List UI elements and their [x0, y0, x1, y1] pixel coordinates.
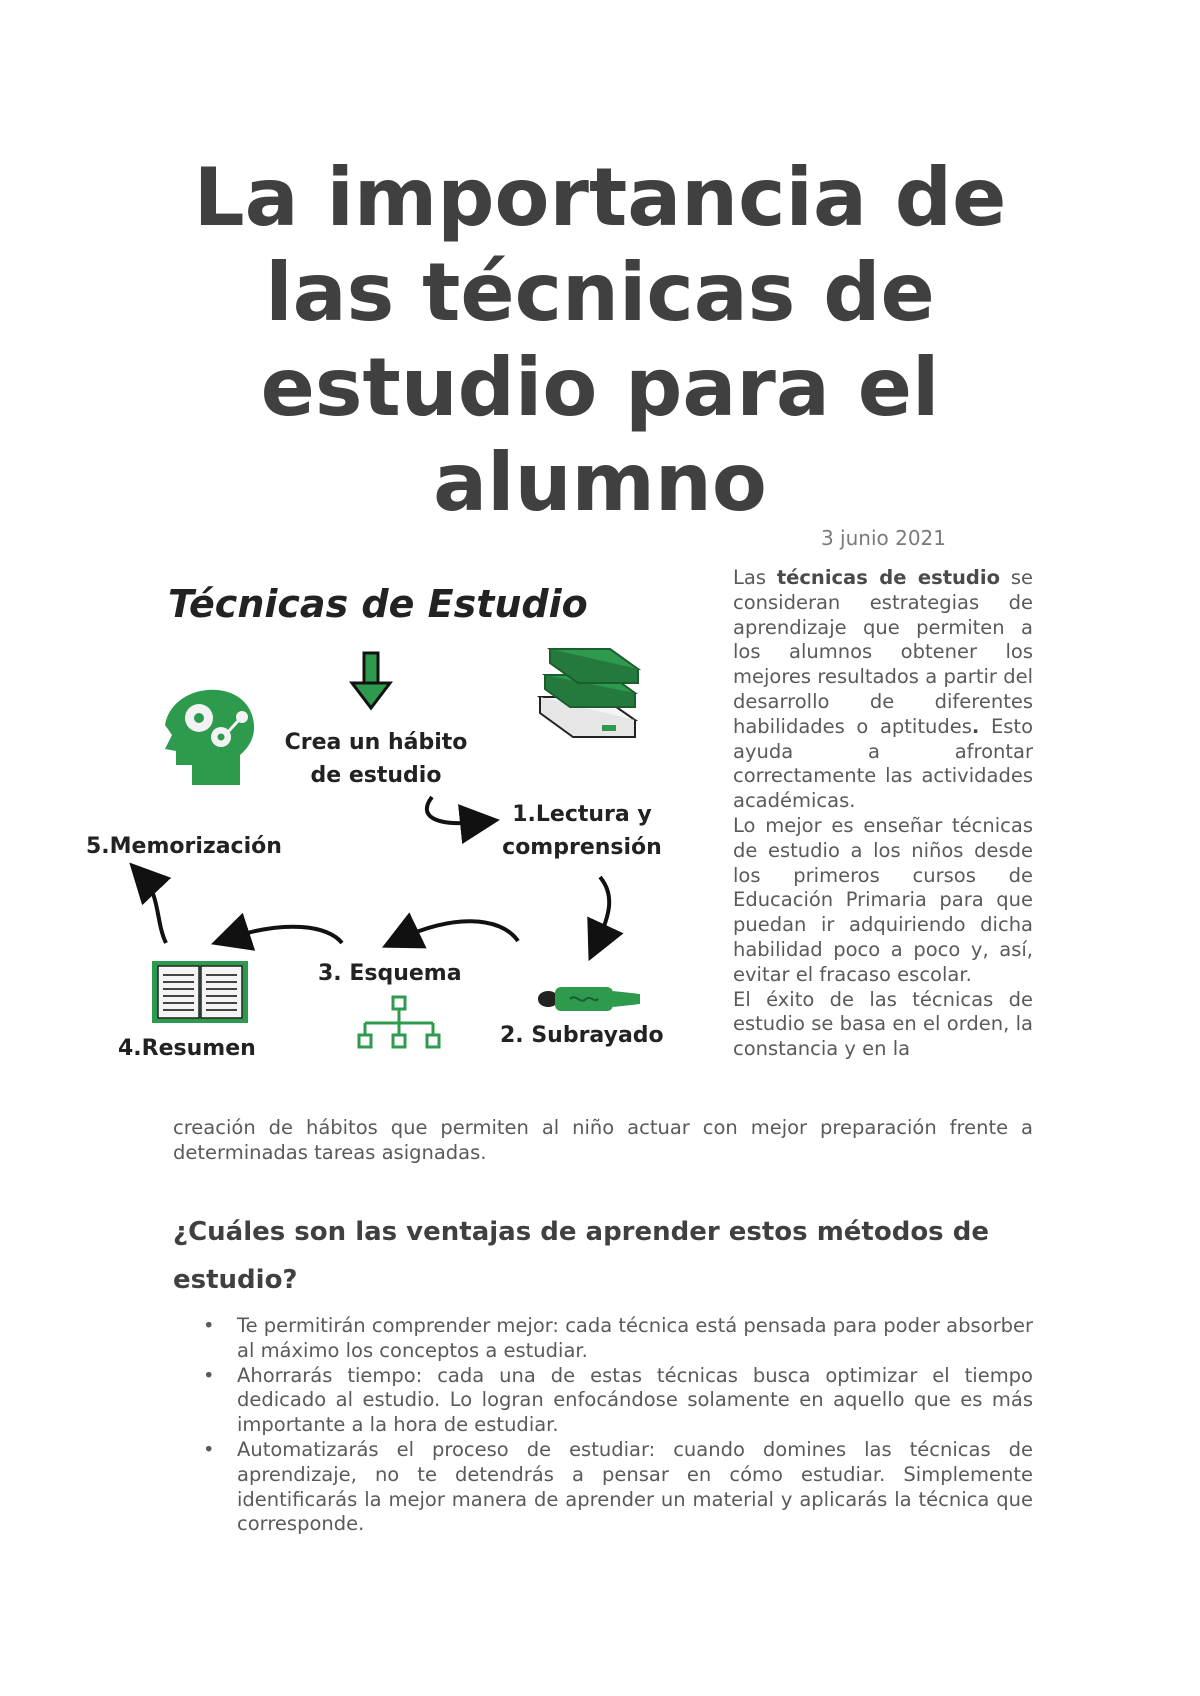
section-heading: ¿Cuáles son las ventajas de aprender estos métodos de estudio? [173, 1217, 989, 1295]
intro-paragraph-2: Lo mejor es enseñar técnicas de estudio a los niños desde los primeros cursos de Educación Primaria para que puedan ir adquiriendo dicha habilidad poco a poco y, así, evitar el fracaso escolar. [733, 813, 1033, 986]
advantages-list [237, 1314, 1033, 1537]
arrow-to-step3 [400, 921, 518, 941]
intro-p1-mid: se consideran estrategias de aprendizaje que permiten a los alumnos obtener los mejores resultados a partir del desarrollo de diferentes habilidades o aptitudes [733, 566, 1033, 738]
hierarchy-icon [359, 997, 439, 1047]
highlighter-icon [538, 987, 640, 1011]
study-techniques-infographic [80, 565, 690, 1065]
start-label-line1: Crea un hábito [284, 730, 468, 755]
intro-p1-bold: técnicas de estudio [776, 566, 1000, 589]
arrow-to-step1 [427, 797, 480, 823]
intro-paragraph-3-start: El éxito de las técnicas de estudio se basa en el orden, la constancia y en la [733, 987, 1033, 1061]
books-icon [540, 649, 638, 737]
list-item: • Te permitirán comprender mejor: cada técnica está pensada para poder absorber al máximo los conceptos a estudiar. [237, 1314, 1033, 1364]
arrow-to-step5 [143, 877, 166, 943]
start-label-line2: de estudio [310, 763, 442, 788]
list-item: • Automatizarás el proceso de estudiar: cuando domines las técnicas de aprendizaje, no te detendrás a pensar en cómo estudiar. Simplemente identificarás la mejor manera de aprender un material y aplicarás la técnica que corresponde. [237, 1438, 1033, 1537]
open-book-icon [152, 961, 248, 1023]
intro-paragraph-3-end: creación de hábitos que permiten al niño actuar con mejor preparación frente a determinadas tareas asignadas. [173, 1116, 1033, 1164]
step1-label-line2: comprensión [502, 835, 662, 860]
intro-paragraph-1 [733, 566, 1033, 814]
list-item: • Ahorrarás tiempo: cada una de estas técnicas busca optimizar el tiempo dedicado al estudio. Lo logran enfocándose solamente en aquello que es más importante a la hora de estudiar. [237, 1364, 1033, 1438]
intro-p1-dot: . [971, 714, 980, 738]
article-title: La importancia de las técnicas de estudio para el alumno [193, 151, 1007, 529]
down-arrow-icon [352, 653, 390, 708]
step5-label: 5.Memorización [86, 834, 282, 859]
article-date: 3 junio 2021 [820, 526, 946, 550]
arrow-to-step2 [597, 877, 609, 943]
step4-label: 4.Resumen [118, 1036, 256, 1061]
intro-text [733, 566, 1033, 1062]
step2-label: 2. Subrayado [500, 1023, 664, 1048]
step3-label: 3. Esquema [318, 961, 462, 986]
intro-p1-post: Esto ayuda a afrontar correctamente las actividades académicas. [733, 714, 1033, 813]
infographic-title: Técnicas de Estudio [168, 582, 588, 626]
arrow-to-step4 [230, 927, 342, 943]
brain-head-icon [165, 690, 254, 785]
step1-label-line1: 1.Lectura y [512, 802, 652, 827]
intro-p1-pre: Las [733, 566, 777, 589]
